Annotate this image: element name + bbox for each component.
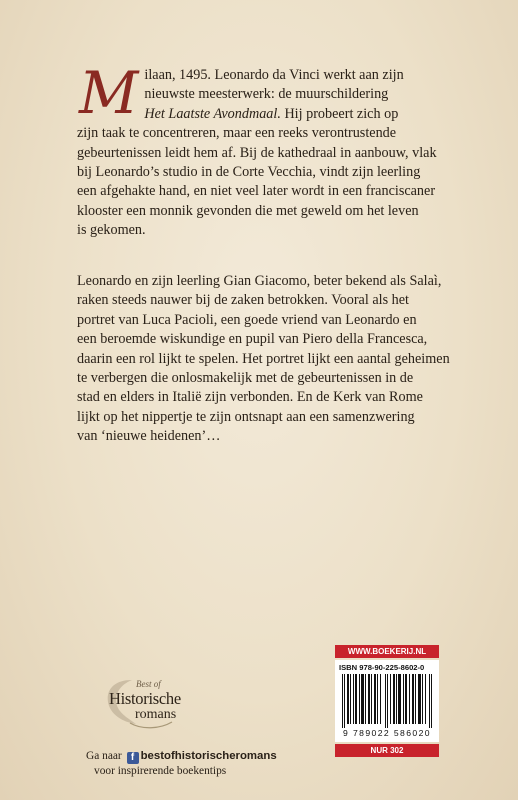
ga-naar-label: Ga naar (86, 750, 122, 762)
blurb-line-text: Hij probeert zich op (280, 105, 399, 122)
blurb-line: stad en elders in Italië zijn verbonden. En de Kerk van Rome (77, 389, 423, 406)
blurb-line: zijn taak te concentreren, maar een reeks verontrustende (77, 125, 397, 142)
blurb-line: gebeurtenissen leidt hem af. Bij de kathedraal in aanbouw, vlak (77, 144, 437, 161)
nur-code: NUR 302 (335, 744, 439, 757)
blurb-line: lijkt op het nippertje te zijn ontsnapt aan een samenzwering (77, 408, 415, 425)
logo-best-of: Best of (136, 679, 161, 689)
blurb-line: een afgehakte hand, en niet veel later wordt in een franciscaner (77, 183, 436, 200)
facebook-icon: f (127, 752, 139, 764)
blurb-line: klooster een monnik gevonden die met geweld om het leven (77, 202, 419, 219)
blurb-line: Leonardo en zijn leerling Gian Giacomo, beter bekend als Salaì, (77, 273, 442, 289)
facebook-handle[interactable]: bestofhistorischeromans (140, 750, 277, 762)
promo-tagline: voor inspirerende boekentips (94, 765, 227, 777)
website-label[interactable]: WWW.BOEKERIJ.NL (335, 645, 439, 658)
blurb-line: van ‘nieuwe heidenen’… (77, 428, 221, 445)
ean-digits: 9 789022 586020 (343, 728, 431, 738)
blurb-paragraph-2 (77, 272, 477, 447)
isbn-number: ISBN 978-90-225-8602-0 (339, 663, 425, 672)
dropcap-letter: M (79, 59, 139, 127)
logo-historische: Historische (109, 689, 181, 708)
blurb-line: daarin een rol lijkt te spelen. Het portret lijkt een aantal geheimen (77, 350, 450, 367)
blurb-line: ilaan, 1495. Leonardo da Vinci werkt aan zijn (144, 67, 404, 83)
blurb-line: is gekomen. (77, 222, 146, 239)
facebook-promo (86, 750, 277, 764)
blurb-line: een beroemde wiskundige en pupil van Piero della Francesca, (77, 331, 428, 348)
barcode-panel (335, 660, 439, 742)
blurb-line-text: nieuwste meesterwerk: de muurschildering (144, 86, 389, 103)
blurb-paragraph-1 (77, 59, 477, 241)
blurb-line: raken steeds nauwer bij de zaken betrokken. Vooral als het (77, 292, 409, 309)
barcode-icon (340, 674, 434, 728)
blurb-line: te verbergen die onlosmakelijk met de gebeurtenissen in de (77, 370, 414, 387)
blurb-line: bij Leonardo’s studio in de Corte Vecchia, vindt zijn leerling (77, 164, 421, 181)
artwork-title: Het Laatste Avondmaal. (144, 105, 281, 122)
best-of-historische-romans-logo (102, 674, 194, 734)
logo-romans: romans (135, 707, 177, 722)
blurb-line: portret van Luca Pacioli, een goede vriend van Leonardo en (77, 311, 417, 328)
